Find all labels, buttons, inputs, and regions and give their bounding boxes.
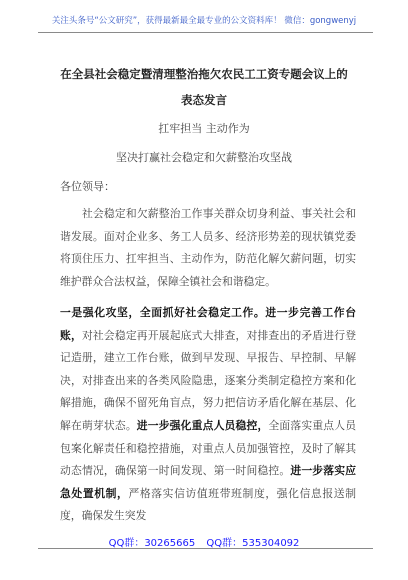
measure-text-1: 对社会稳定再开展起底式大排查，对排查出的矛盾进行登记造册，建立工作台账，做到早发现、早报告、早控制、早解决，对排查出来的各类风险隐患，逐案分类制定稳控方案和化解措施，确保不留死角盲点，努力把信访矛盾化解在基层、化解在萌芽状态。 [60, 328, 357, 432]
paragraph-measures [60, 302, 356, 528]
measure-text-2: 全面落实重点人员包案化解责任和稳控措施，对重点人员加强管控，及时了解其动态情况，确保第一时间发现、第一时间稳控。 [60, 418, 357, 478]
paragraph-intro: 社会稳定和欠薪整治工作事关群众切身利益、事关社会和谐发展。面对企业多、务工人员多、经济形势差的现状镇党委将顶住压力、扛牢担当、主动作为，防范化解欠薪问题，切实维护群众合法权益，保障全镇社会和谐稳定。 [60, 207, 356, 288]
measure-heading-2: 进一步强化重点人员稳控， [136, 418, 269, 432]
measure-heading-3: 进一步落实应急处置机制， [60, 464, 357, 500]
document-title-line1: 在全县社会稳定暨清理整治拖欠农民工工资专题会议上的 [60, 67, 348, 81]
footer-divider [38, 548, 373, 549]
measure-text-3: 严格落实信访值班带班制度，强化信息报送制度，确保发生突发 [60, 486, 357, 523]
document-subtitle-2: 坚决打赢社会稳定和欠薪整治攻坚战 [116, 151, 292, 164]
footer-contacts [0, 534, 408, 549]
footer-qq-group-2[interactable]: QQ群：535304092 [206, 538, 300, 549]
document-subtitle-1: 扛牢担当 主动作为 [158, 122, 250, 135]
greeting: 各位领导： [60, 180, 115, 193]
header-banner: 关注头条号“公文研究”，获得最新最全最专业的公文资料库！ 微信：gongwenyj [51, 16, 357, 26]
footer-qq-group-1[interactable]: QQ群：30265665 [108, 538, 196, 549]
document-title-line2: 表态发言 [181, 93, 227, 107]
header-divider [38, 32, 373, 33]
measure-heading-1: 一是强化攻坚，全面抓好社会稳定工作。进一步完善工作台账， [60, 306, 356, 342]
